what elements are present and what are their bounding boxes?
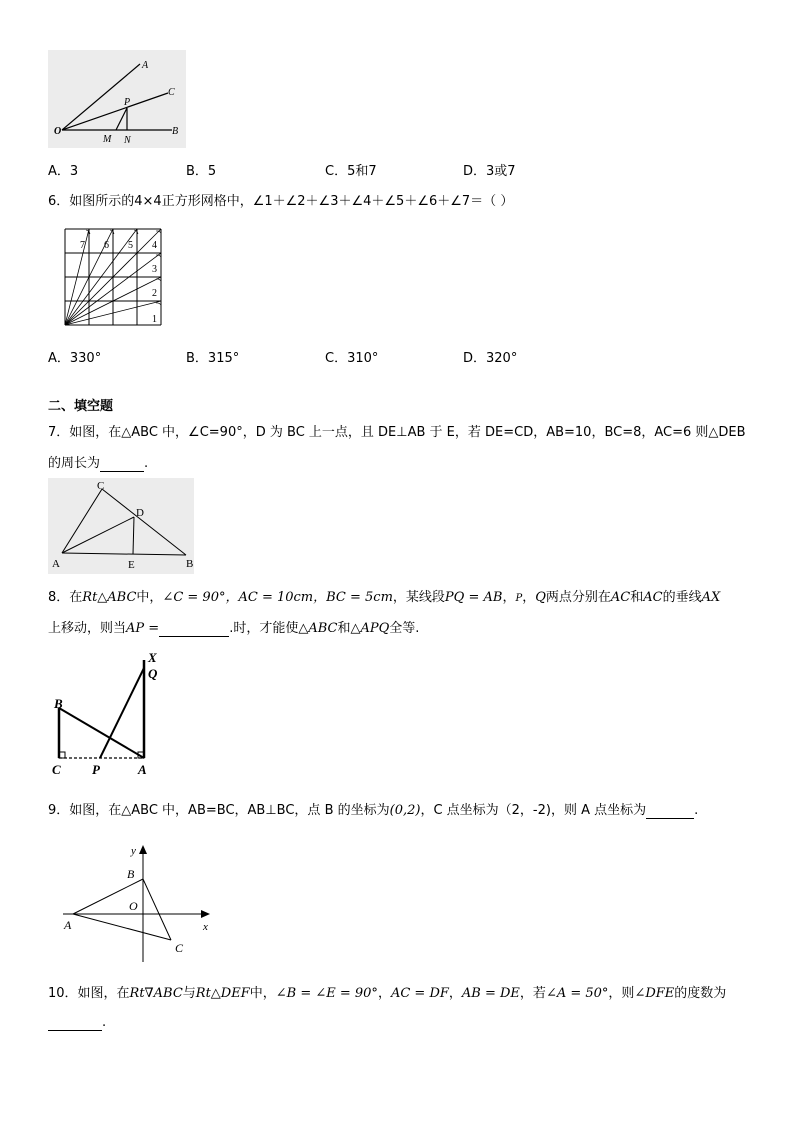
label-N: N — [124, 135, 131, 146]
q8-math-given: ∠C = 90°，AC = 10cm，BC = 5cm — [162, 590, 393, 605]
q6-option-b: B．315° — [186, 351, 240, 366]
q10-text-part: ， — [448, 986, 462, 1001]
label-C: C — [175, 941, 184, 955]
q9-figure — [55, 840, 220, 964]
label-A: A — [142, 60, 149, 71]
q9-answer-blank[interactable] — [646, 803, 694, 819]
q8-text: 两点分别在 — [545, 590, 611, 605]
q8-text: 和 — [337, 621, 351, 636]
label-C: C — [52, 762, 61, 777]
q8-figure — [48, 650, 168, 780]
q8-math-abc: △ABC — [298, 621, 338, 636]
q9-text-part: ，C 点坐标为（2，-2)，则 A 点坐标为 — [420, 803, 647, 818]
q8-text: 中， — [136, 590, 163, 605]
q6-grid-diagram — [60, 226, 166, 330]
q10-text-part: 中， — [249, 986, 276, 1001]
q8-text: 8．在 — [48, 590, 83, 605]
q10-math: AB = DE — [461, 986, 520, 1001]
q5-option-d: D．3或7 — [463, 164, 516, 179]
label-A: A — [64, 918, 72, 932]
label-B: B — [172, 126, 179, 137]
q8-math-ax: AX — [701, 590, 721, 605]
q10-math: AC = DF — [390, 986, 449, 1001]
q8-triangle-diagram — [48, 650, 168, 780]
label-A: A — [138, 762, 147, 777]
label-M: M — [103, 134, 112, 145]
q8-text: 和 — [630, 590, 644, 605]
q9-coordinate-diagram — [55, 840, 220, 964]
q7-suffix: . — [144, 456, 149, 471]
q8-answer-blank[interactable] — [159, 621, 229, 637]
q10-text-line1 — [48, 982, 726, 1001]
q9-text — [48, 799, 698, 819]
angle-label-1: 1 — [152, 314, 157, 325]
q8-math-rt: Rt△ABC — [82, 590, 137, 605]
angle-label-6: 6 — [104, 240, 109, 251]
label-O: O — [54, 126, 62, 137]
angle-label-7: 7 — [80, 240, 85, 251]
q10-text-part: . — [102, 1015, 107, 1030]
q5-angle-diagram — [48, 50, 186, 148]
label-E: E — [128, 559, 135, 571]
q10-text-part: ，若 — [519, 986, 546, 1001]
q10-math: Rt∇ABC — [129, 986, 183, 1001]
label-C: C — [97, 480, 105, 492]
label-D: D — [136, 507, 144, 519]
q7-text-line2 — [48, 452, 148, 472]
q6-question-text: 6．如图所示的4×4正方形网格中，∠1＋∠2＋∠3＋∠4＋∠5＋∠6＋∠7＝（ ） — [48, 194, 514, 209]
label-Q: Q — [148, 666, 158, 681]
label-P: P — [124, 97, 131, 108]
q8-text: 全等. — [389, 621, 420, 636]
q8-text: 的垂线 — [662, 590, 702, 605]
q5-option-a: A．3 — [48, 164, 79, 179]
q5-figure — [48, 50, 186, 148]
q10-text-line2 — [48, 1015, 106, 1031]
label-C: C — [168, 87, 175, 98]
q10-text-part: ，则 — [608, 986, 635, 1001]
q8-text: .时，才能使 — [229, 621, 299, 636]
label-B: B — [127, 867, 135, 881]
q10-text-part: 10．如图，在 — [48, 986, 130, 1001]
q8-text: ， — [502, 590, 516, 605]
q8-math-ac: AC — [610, 590, 631, 605]
q6-option-d: D．320° — [463, 351, 518, 366]
label-x: x — [203, 921, 208, 933]
q6-option-c: C．310° — [325, 351, 379, 366]
q8-math-q: Q — [535, 590, 546, 605]
q8-text-line1 — [48, 586, 720, 605]
label-O: O — [129, 899, 138, 913]
label-P: P — [92, 762, 100, 777]
q8-math-ap: AP = — [126, 621, 160, 636]
q9-text-part: 9．如图，在△ABC 中，AB=BC，AB⊥BC，点 B 的坐标为 — [48, 803, 390, 818]
q7-figure — [48, 478, 194, 574]
q10-math: ∠B = ∠E = 90° — [275, 986, 378, 1001]
q10-math: Rt△DEF — [195, 986, 250, 1001]
q10-text-part: 的度数为 — [674, 986, 727, 1001]
angle-label-2: 2 — [152, 288, 157, 299]
label-A: A — [52, 558, 60, 570]
angle-label-4: 4 — [152, 240, 157, 251]
label-B: B — [186, 558, 194, 570]
q5-option-b: B．5 — [186, 164, 217, 179]
q8-math-ac: AC — [643, 590, 663, 605]
q8-math-apq: △APQ — [350, 621, 390, 636]
angle-label-3: 3 — [152, 264, 157, 275]
angle-label-5: 5 — [128, 240, 133, 251]
q7-triangle-diagram — [48, 478, 194, 574]
section-title-fill-blank: 二、填空题 — [48, 399, 114, 414]
label-y: y — [131, 845, 136, 857]
q6-figure — [60, 226, 166, 330]
q5-option-c: C．5和7 — [325, 164, 377, 179]
q10-answer-blank[interactable] — [48, 1015, 102, 1031]
q10-text-part: 与 — [182, 986, 196, 1001]
q8-text: ，某线段 — [392, 590, 445, 605]
q8-math-pq: PQ = AB — [444, 590, 503, 605]
q9-text-part: . — [694, 803, 699, 818]
q7-text-line1: 7．如图，在△ABC 中，∠C=90°，D 为 BC 上一点，且 DE⊥AB 于 E，若 DE=CD，AB=10，BC=8，AC=6 则△DEB — [48, 425, 746, 440]
q7-prefix: 的周长为 — [48, 456, 101, 471]
q8-text-line2 — [48, 617, 419, 637]
q8-math-p: P — [515, 593, 523, 604]
q10-math: ∠A = 50° — [545, 986, 609, 1001]
q6-option-a: A．330° — [48, 351, 102, 366]
label-B: B — [54, 696, 63, 711]
q8-text: ， — [522, 590, 536, 605]
q8-text: 上移动，则当 — [48, 621, 127, 636]
q10-text-part: ， — [377, 986, 391, 1001]
label-X: X — [148, 650, 157, 665]
q7-answer-blank[interactable] — [100, 456, 144, 472]
q10-math: ∠DFE — [634, 986, 675, 1001]
q9-math-coord-b: (0,2) — [389, 803, 421, 818]
